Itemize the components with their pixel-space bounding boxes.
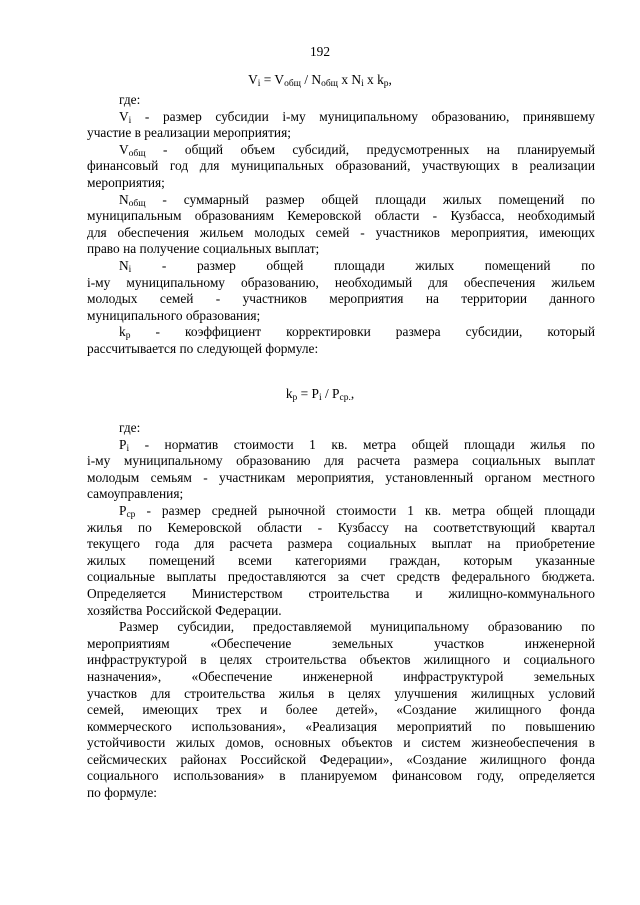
where-label: где:: [119, 92, 141, 107]
definition-kp: $k_p$ - коэффициент корректировки размера субсидии, который рассчитывается по следующей формуле:: [87, 324, 595, 356]
definition-vobsh: $V_{общ}$ - общий объем субсидий, предусмотренных на планируемый финансовый год для муниципальных образований, участвующих в реализации мероприятия;: [87, 141, 595, 190]
definition-nobsh: $N_{общ}$ - суммарный размер общей площади жилых помещений по муниципальным образованиям Кемеровской области - Кузбасса, необходимый для обеспечения жильем молодых семей - участников мероприятия, имеющих право на получение социальных выплат;: [87, 191, 595, 257]
definition-ni: $N_i$ - размер общей площади жилых помещений по i-му муниципальному образованию, необходимый для обеспечения жильем молодых семей - участников мероприятия на территории данного муниципального образования;: [87, 257, 595, 323]
definitions-block-1: [87, 92, 595, 358]
subsidy-formula: $V_i = V_{общ} / N_{общ}$ x $N_i$ x $k_p$,: [248, 72, 392, 89]
correction-coefficient-formula: $k_p = P_i / P_{cp.}$,: [285, 386, 355, 403]
where-label-2: где:: [119, 420, 141, 435]
final-paragraph: Размер субсидии, предоставляемой муниципальному образованию по мероприятиям «Обеспечение земельных участков инженерной инфраструктурой в целях строительства объектов жилищного и социального назначения», «Обеспечение инженерной инфраструктурой земельных участков для строительства жилья в целях улучшения жилищных условий семей, имеющих трех и более детей», «Создание жилищного фонда коммерческого использования», «Реализация мероприятий по повышению устойчивости жилых домов, основных объектов и систем жизнеобеспечения в сейсмических районах Российской Федерации», «Создание жилищного фонда социального использования» в планируемом финансовом году, определяется по формуле:: [87, 619, 595, 801]
definition-pi: $P_i$ - норматив стоимости 1 кв. метра общей площади жилья по i-му муниципальному образованию для расчета размера социальных выплат молодым семьям - участникам мероприятия, установленный органом местного самоуправления;: [87, 436, 595, 502]
definitions-block-2: [87, 420, 595, 802]
definition-vi: $V_i$ - размер субсидии i-му муниципальному образованию, принявшему участие в реализации мероприятия;: [87, 108, 595, 141]
page-number: 192: [309, 44, 331, 59]
definition-pcp: $P_{cp}$ - размер средней рыночной стоимости 1 кв. метра общей площади жилья по Кемеровской области - Кузбассу на соответствующий квартал текущего года для расчета размера социальных выплат на приобретение жилых помещений всеми категориями граждан, которым указанные социальные выплаты предоставляются за счет средств федерального бюджета. Определяется Министерством строительства и жилищно-коммунального хозяйства Российской Федерации.: [87, 502, 595, 618]
